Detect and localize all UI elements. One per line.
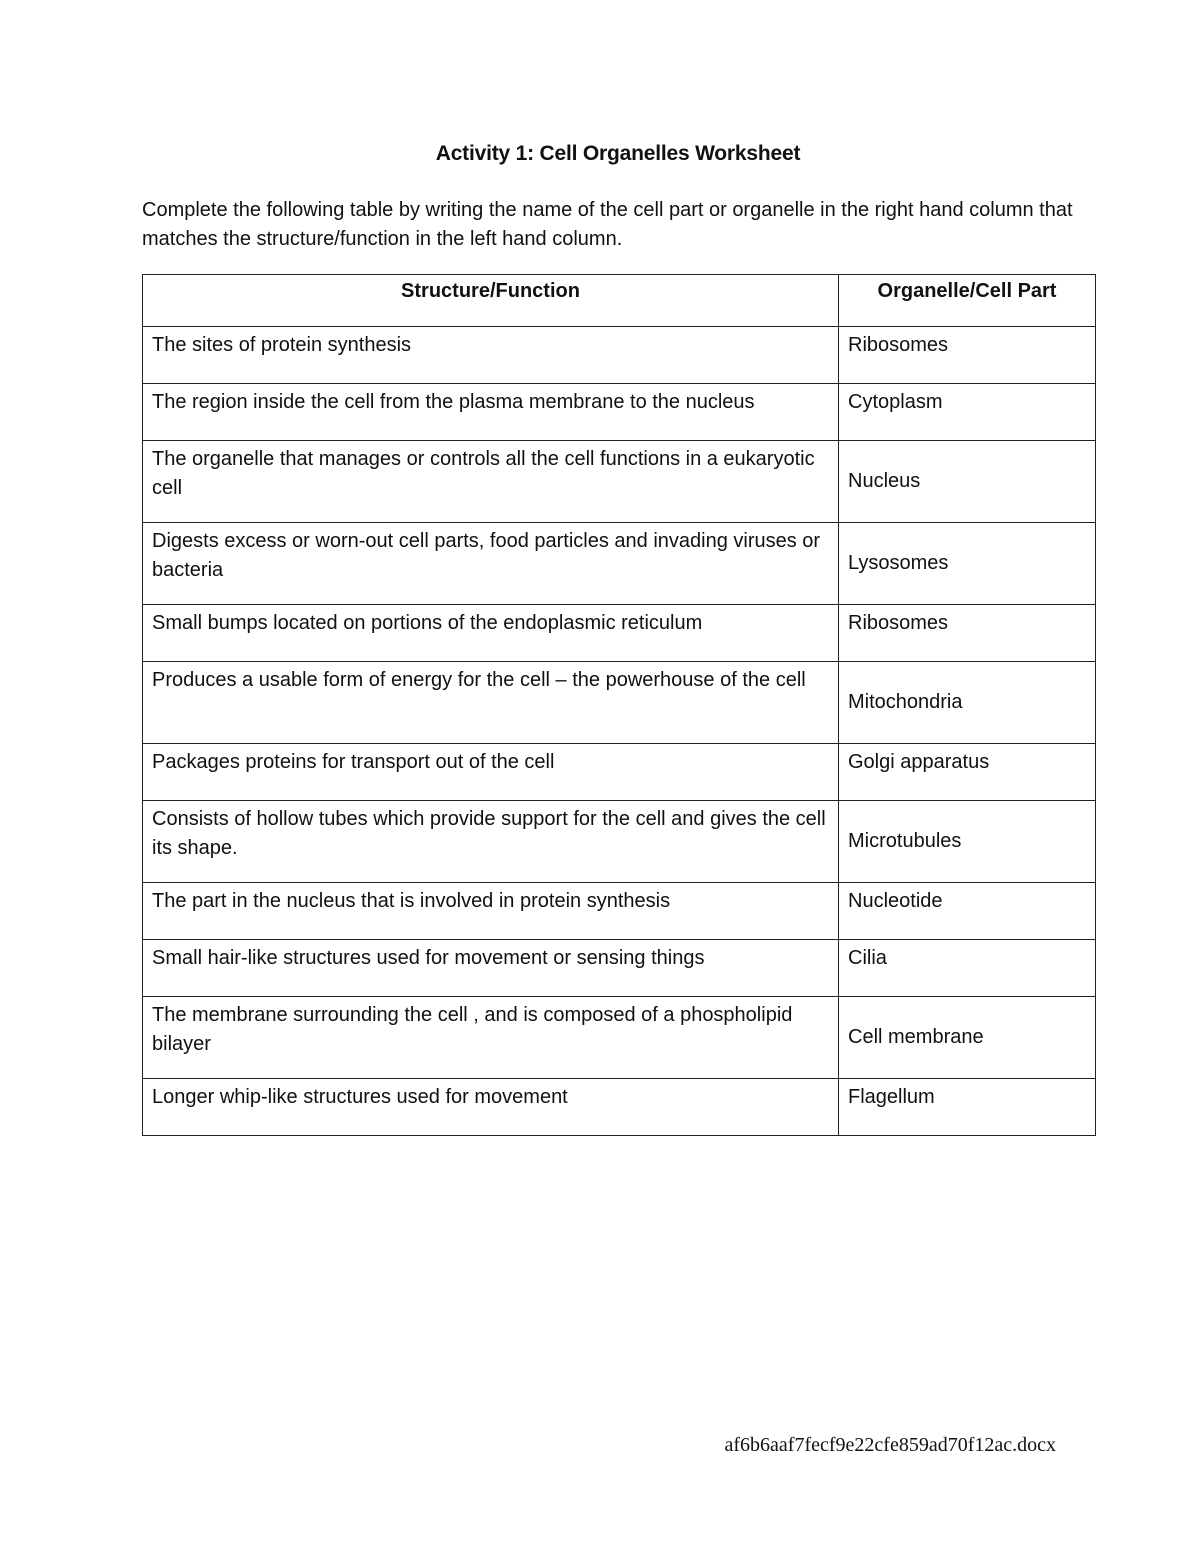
function-cell: Longer whip-like structures used for movement: [143, 1079, 839, 1136]
header-organelle-cell-part: Organelle/Cell Part: [839, 275, 1096, 327]
function-cell: The organelle that manages or controls all the cell functions in a eukaryotic cell: [143, 441, 839, 523]
function-cell: Small hair-like structures used for movement or sensing things: [143, 940, 839, 997]
function-cell: The membrane surrounding the cell , and is composed of a phospholipid bilayer: [143, 997, 839, 1079]
organelle-cell: Cell membrane: [839, 997, 1096, 1079]
function-cell: Consists of hollow tubes which provide support for the cell and gives the cell its shape.: [143, 801, 839, 883]
table-row: [143, 662, 1096, 744]
instructions-text: Complete the following table by writing the name of the cell part or organelle in the right hand column that matches the structure/function in the left hand column.: [142, 199, 1073, 250]
table-row: [143, 997, 1096, 1079]
organelle-cell: Cytoplasm: [839, 384, 1096, 441]
function-cell: The part in the nucleus that is involved in protein synthesis: [143, 883, 839, 940]
organelle-cell: Golgi apparatus: [839, 744, 1096, 801]
organelle-cell: Flagellum: [839, 1079, 1096, 1136]
table-row: [143, 605, 1096, 662]
function-cell: The sites of protein synthesis: [143, 327, 839, 384]
table-row: [143, 327, 1096, 384]
organelle-cell: Nucleus: [839, 441, 1096, 523]
table-row: [143, 384, 1096, 441]
organelle-cell: Lysosomes: [839, 523, 1096, 605]
table-row: [143, 744, 1096, 801]
table-row: [143, 801, 1096, 883]
worksheet-title: Activity 1: Cell Organelles Worksheet: [435, 142, 801, 165]
function-cell: Small bumps located on portions of the endoplasmic reticulum: [143, 605, 839, 662]
function-cell: Digests excess or worn-out cell parts, food particles and invading viruses or bacteria: [143, 523, 839, 605]
table-row: [143, 1079, 1096, 1136]
function-cell: Produces a usable form of energy for the cell – the powerhouse of the cell: [143, 662, 839, 744]
table-row: [143, 441, 1096, 523]
function-cell: Packages proteins for transport out of the cell: [143, 744, 839, 801]
organelle-cell: Cilia: [839, 940, 1096, 997]
organelle-cell: Mitochondria: [839, 662, 1096, 744]
organelle-cell: Ribosomes: [839, 605, 1096, 662]
organelle-cell: Microtubules: [839, 801, 1096, 883]
organelles-table: [142, 274, 1096, 1136]
function-cell: The region inside the cell from the plasma membrane to the nucleus: [143, 384, 839, 441]
organelle-cell: Ribosomes: [839, 327, 1096, 384]
header-structure-function: Structure/Function: [143, 275, 839, 327]
table-row: [143, 940, 1096, 997]
table-header-row: [143, 275, 1096, 327]
footer-filename: af6b6aaf7fecf9e22cfe859ad70f12ac.docx: [724, 1434, 1056, 1456]
table-row: [143, 523, 1096, 605]
table-row: [143, 883, 1096, 940]
organelle-cell: Nucleotide: [839, 883, 1096, 940]
